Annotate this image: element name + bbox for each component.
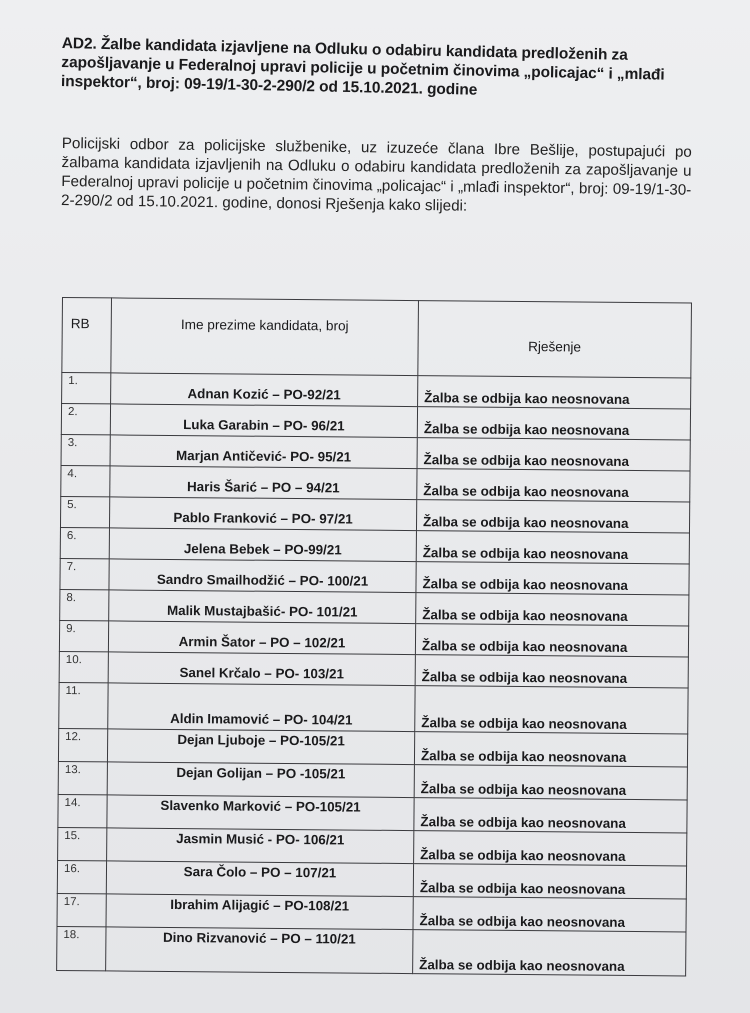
row-number: 4. xyxy=(61,465,110,496)
candidate-name: Malik Mustajbašić- PO- 101/21 xyxy=(109,590,416,624)
decision-text: Žalba se odbija kao neosnovana xyxy=(416,531,689,564)
candidate-name: Pablo Franković – PO- 97/21 xyxy=(109,497,416,531)
row-number: 6. xyxy=(60,527,109,558)
decision-text: Žalba se odbija kao neosnovana xyxy=(415,624,688,657)
candidate-name: Sandro Smailhodžić – PO- 100/21 xyxy=(109,559,416,593)
candidate-name: Dejan Golijan – PO -105/21 xyxy=(107,762,414,798)
row-number: 16. xyxy=(57,860,106,893)
row-number: 15. xyxy=(58,827,107,860)
table-row xyxy=(58,827,687,865)
decision-text: Žalba se odbija kao neosnovana xyxy=(416,562,689,595)
row-number: 3. xyxy=(61,434,110,465)
candidate-name: Sanel Krčalo – PO- 103/21 xyxy=(108,652,415,686)
row-number: 10. xyxy=(59,651,108,682)
table-row xyxy=(58,794,687,832)
table-row xyxy=(57,893,686,931)
decision-text: Žalba se odbija kao neosnovana xyxy=(414,765,687,800)
candidate-name: Dejan Ljuboje – PO-105/21 xyxy=(107,729,414,765)
candidate-name: Dino Rizvanović – PO – 110/21 xyxy=(106,927,413,974)
table-row xyxy=(58,728,687,766)
candidate-name: Ibrahim Alijagić – PO-108/21 xyxy=(106,894,413,930)
decision-text: Žalba se odbija kao neosnovana xyxy=(416,500,689,533)
header-decision: Rješenje xyxy=(418,301,692,378)
decision-text: Žalba se odbija kao neosnovana xyxy=(416,593,689,626)
candidate-name: Luka Garabin – PO- 96/21 xyxy=(110,404,417,438)
table-row xyxy=(57,860,686,898)
candidate-name: Sara Čolo – PO – 107/21 xyxy=(106,861,413,897)
row-number: 7. xyxy=(60,558,109,589)
row-number: 12. xyxy=(58,728,107,761)
row-number: 18. xyxy=(57,926,106,970)
table-body xyxy=(57,373,691,976)
intro-paragraph: Policijski odbor za policijske službenike, uz izuzeće člana Ibre Bešlije, postupajući po žalbama kandidata izjavljenih na Odluku o odabiru kandidata predloženih za zapošljavanje u Federalnoj upravi policije u početnim činovima „policajac“ i „mlađi inspektor“, broj: 09-19/1-30-2-290/2 od 15.10.2021. godine, donosi Rješenja kako slijedi: xyxy=(60,134,692,215)
candidate-name: Slavenko Marković – PO-105/21 xyxy=(107,795,414,831)
decision-text: Žalba se odbija kao neosnovana xyxy=(413,897,686,932)
row-number: 1. xyxy=(62,373,111,404)
header-rb: RB xyxy=(62,298,112,373)
candidate-name: Jasmin Musić - PO- 106/21 xyxy=(107,828,414,864)
section-heading: AD2. Žalbe kandidata izjavljene na Odluku o odabiru kandidata predloženih za zapošljavanje u Federalnoj upravi policije u početnim činovima „policajac“ i „mlađi inspektor“, broj: 09-19/1-30-2-290/2 od 15.10.2021. godine xyxy=(60,34,665,99)
candidate-name: Marjan Antičević- PO- 95/21 xyxy=(110,435,417,469)
candidate-name: Adnan Kozić – PO-92/21 xyxy=(111,373,418,407)
table-row xyxy=(58,761,687,799)
decision-text: Žalba se odbija kao neosnovana xyxy=(417,407,690,440)
candidate-name: Jelena Bebek – PO-99/21 xyxy=(109,528,416,562)
row-number: 17. xyxy=(57,893,106,926)
decision-text: Žalba se odbija kao neosnovana xyxy=(413,864,686,899)
row-number: 9. xyxy=(59,620,108,651)
table-row xyxy=(59,682,688,733)
header-candidate: Ime prezime kandidata, broj xyxy=(111,298,419,376)
decision-text: Žalba se odbija kao neosnovana xyxy=(418,376,691,409)
candidate-name: Haris Šarić – PO – 94/21 xyxy=(110,466,417,500)
decision-text: Žalba se odbija kao neosnovana xyxy=(414,831,687,866)
decisions-table-wrapper xyxy=(56,297,694,976)
row-number: 11. xyxy=(59,682,108,728)
table-header-row xyxy=(62,298,692,378)
decisions-table xyxy=(56,297,692,976)
decision-text: Žalba se odbija kao neosnovana xyxy=(417,469,690,502)
decision-text: Žalba se odbija kao neosnovana xyxy=(415,686,688,734)
decision-text: Žalba se odbija kao neosnovana xyxy=(414,732,687,767)
row-number: 8. xyxy=(60,589,109,620)
candidate-name: Armin Šator – PO – 102/21 xyxy=(108,621,415,655)
decision-text: Žalba se odbija kao neosnovana xyxy=(413,930,686,976)
row-number: 2. xyxy=(61,404,110,435)
row-number: 5. xyxy=(60,496,109,527)
candidate-name: Aldin Imamović – PO- 104/21 xyxy=(108,683,415,732)
decision-text: Žalba se odbija kao neosnovana xyxy=(415,655,688,688)
row-number: 14. xyxy=(58,794,107,827)
table-row xyxy=(57,926,686,975)
decision-text: Žalba se odbija kao neosnovana xyxy=(417,438,690,471)
decision-text: Žalba se odbija kao neosnovana xyxy=(414,798,687,833)
row-number: 13. xyxy=(58,761,107,794)
